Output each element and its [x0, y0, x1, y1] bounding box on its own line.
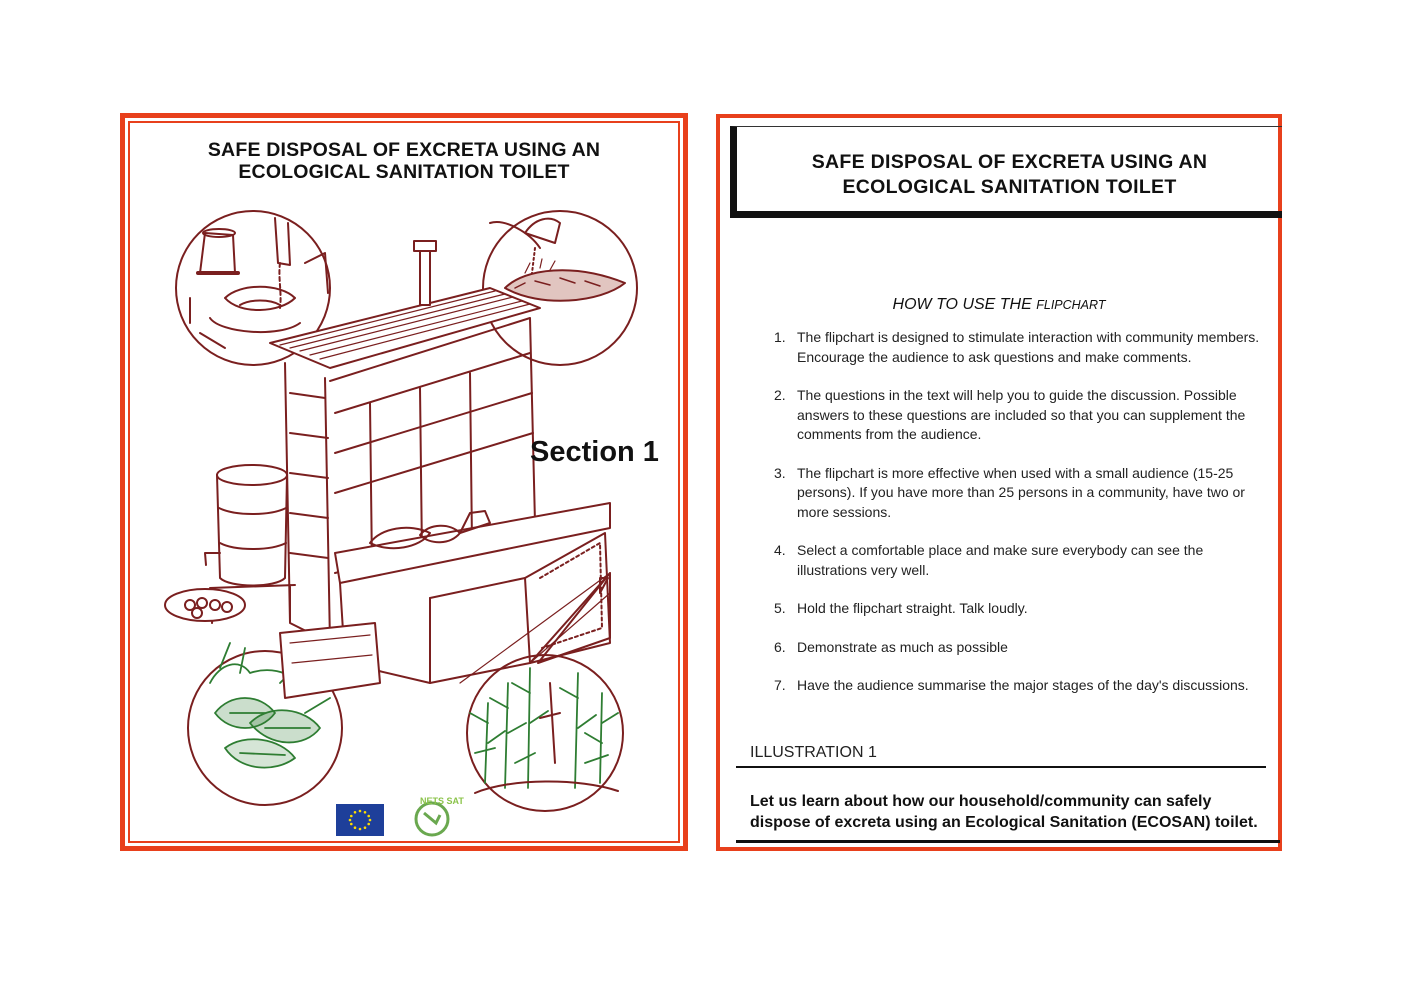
- step-text-line: more sessions.: [797, 503, 892, 520]
- instructions-page: [716, 114, 1282, 851]
- divider: [736, 766, 1266, 768]
- step-text-line: illustrations very well.: [797, 561, 930, 578]
- circle-adding-ash-scene: [483, 211, 637, 365]
- cover-title-line-2: ECOLOGICAL SANITATION TOILET: [238, 161, 570, 183]
- list-item: [768, 386, 1283, 445]
- illustration-label: ILLUSTRATION 1: [750, 744, 877, 761]
- water-drum: [165, 465, 295, 623]
- cover-inner-frame: [128, 121, 680, 843]
- step-number: 2.: [774, 387, 786, 403]
- list-item: [768, 541, 1283, 580]
- step-number: 5.: [774, 600, 786, 616]
- list-item: [768, 599, 1283, 619]
- step-text-line: Have the audience summarise the major stages of the day's discussions.: [797, 677, 1249, 693]
- step-text-line: Demonstrate as much as possible: [797, 638, 1008, 655]
- step-text-line: answers to these questions are included so that you can supplement the: [797, 406, 1246, 423]
- step-text-line: The flipchart is designed to stimulate interaction with community members.: [797, 329, 1260, 345]
- learning-objective-line-1: Let us learn about how our household/community can safely: [750, 793, 1212, 810]
- step-number: 4.: [774, 542, 786, 558]
- instructions-title-line-2: ECOLOGICAL SANITATION TOILET: [842, 176, 1177, 198]
- ecosan-toilet-illustration: [130, 123, 684, 847]
- step-number: 7.: [774, 677, 786, 693]
- logo-text: NETS SAT: [420, 796, 464, 806]
- list-item: [768, 638, 1283, 658]
- divider: [736, 840, 1280, 843]
- instructions-header: [730, 126, 1282, 218]
- step-number: 3.: [774, 464, 786, 481]
- instructions-title: [737, 150, 1282, 200]
- step-text-line: The questions in the text will help you to guide the discussion. Possible: [797, 387, 1237, 403]
- step-text-line: Select a comfortable place and make sure everybody can see the: [797, 542, 1204, 558]
- circle-maize-field-scene: [467, 655, 623, 811]
- step-text-line: The flipchart is more effective when used with a small audience (15-25: [797, 464, 1234, 481]
- cover-page: [120, 113, 688, 851]
- howto-heading-small: FLIPCHART: [1036, 298, 1106, 312]
- list-item: [768, 328, 1283, 367]
- list-item: [768, 464, 1283, 523]
- step-number: 6.: [774, 638, 786, 655]
- section-label: Section 1: [530, 436, 659, 468]
- list-item: [768, 676, 1283, 696]
- step-number: 1.: [774, 329, 786, 345]
- instruction-steps: [768, 328, 1283, 696]
- instructions-title-line-1: SAFE DISPOSAL OF EXCRETA USING AN: [811, 151, 1208, 173]
- learning-objective-line-2: dispose of excreta using an Ecological Sanitation (ECOSAN) toilet.: [750, 814, 1258, 831]
- nets-sat-logo: [406, 793, 464, 845]
- learning-objective: [750, 791, 1258, 833]
- step-text-line: Hold the flipchart straight. Talk loudly.: [797, 600, 1028, 616]
- howto-heading: [720, 296, 1278, 314]
- cover-title-line-1: SAFE DISPOSAL OF EXCRETA USING AN: [207, 139, 601, 161]
- step-text-line: Encourage the audience to ask questions and make comments.: [797, 348, 1192, 365]
- howto-heading-main: HOW TO USE THE: [892, 296, 1037, 313]
- step-text-line: persons). If you have more than 25 persons in a community, have two or: [797, 484, 1245, 500]
- eu-flag-icon: [336, 804, 384, 836]
- step-text-line: comments from the audience.: [797, 426, 982, 442]
